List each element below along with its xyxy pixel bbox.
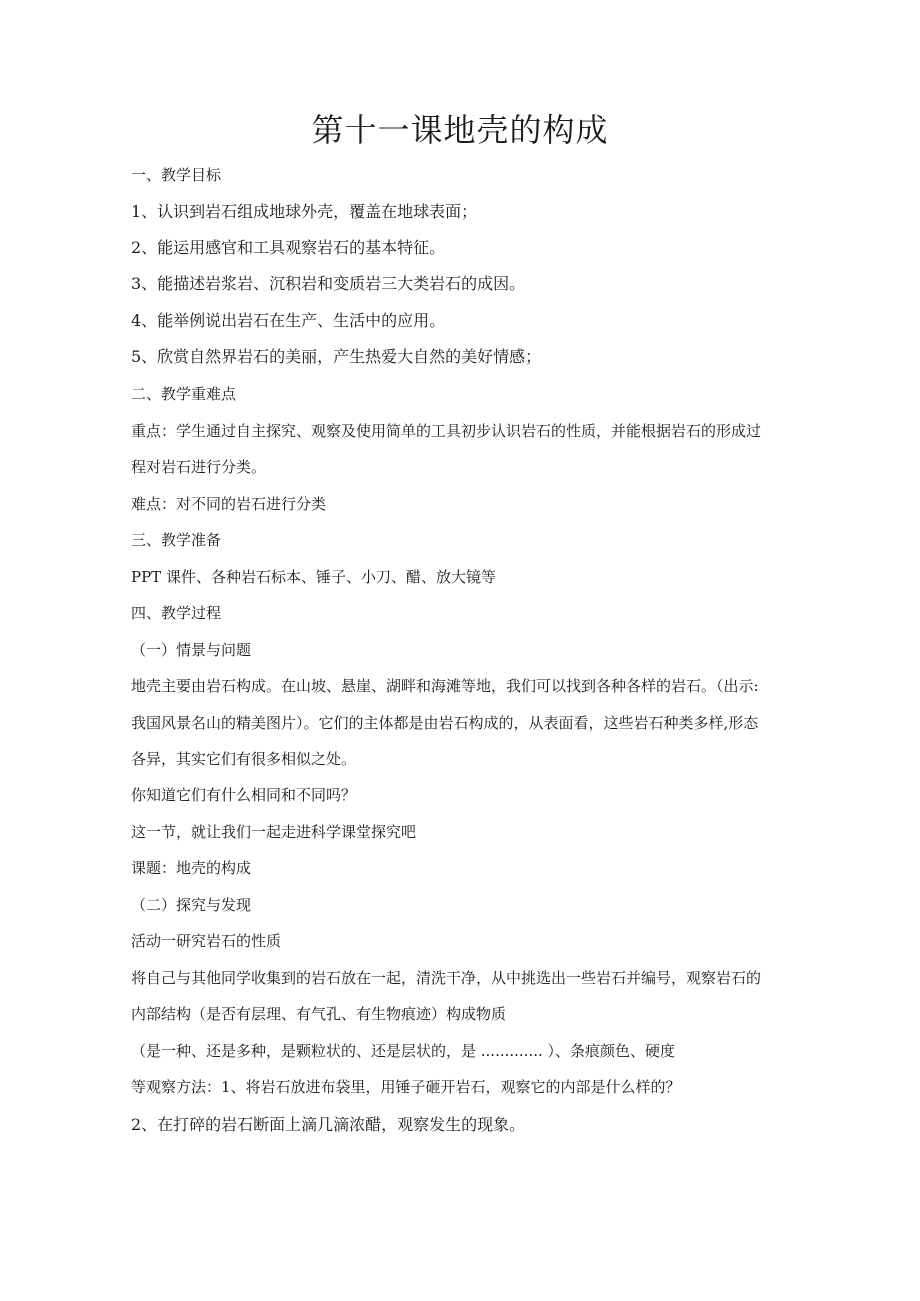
section-heading-process: 四、教学过程 xyxy=(131,604,222,622)
section-heading-key-points: 二、教学重难点 xyxy=(131,385,237,403)
intro-line: 这一节，就让我们一起走进科学课堂探究吧 xyxy=(131,823,417,841)
objective-1: 1、认识到岩石组成地球外壳，覆盖在地球表面； xyxy=(131,202,478,221)
activity-line-3: （是一种、还是多种，是颗粒状的、还是层状的，是 ............. ）、条痕颜色、硬度 xyxy=(131,1042,676,1060)
paragraph-line-2: 我国风景名山的精美图片）。它们的主体都是由岩石构成的，从表面看，这些岩石种类多样,形态 xyxy=(131,714,759,732)
activity-line-1: 将自己与其他同学收集到的岩石放在一起，清洗干净，从中挑选出一些岩石并编号，观察岩石的 xyxy=(131,969,762,987)
objective-4: 4、能举例说出岩石在生产、生活中的应用。 xyxy=(131,311,446,330)
objective-5: 5、欣赏自然界岩石的美丽，产生热爱大自然的美好情感； xyxy=(131,347,542,366)
subheading-explore: （二）探究与发现 xyxy=(131,896,252,914)
preparation-line: PPT 课件、各种岩石标本、锤子、小刀、醋、放大镜等 xyxy=(131,568,496,586)
document-title: 第十一课地壳的构成 xyxy=(311,111,609,149)
paragraph-line-1: 地壳主要由岩石构成。在山坡、悬崖、湖畔和海滩等地，我们可以找到各种各样的岩石。（出示: xyxy=(131,677,759,695)
objective-3: 3、能描述岩浆岩、沉积岩和变质岩三大类岩石的成因。 xyxy=(131,274,526,293)
topic-line: 课题：地壳的构成 xyxy=(131,859,252,877)
objective-2: 2、能运用感官和工具观察岩石的基本特征。 xyxy=(131,238,446,257)
method-line-2: 2、在打碎的岩石断面上滴几滴浓醋，观察发生的现象。 xyxy=(131,1115,526,1134)
method-line-1: 等观察方法：1、将岩石放进布袋里，用锤子砸开岩石，观察它的内部是什么样的？ xyxy=(131,1078,681,1096)
question-line: 你知道它们有什么相同和不同吗？ xyxy=(131,786,357,804)
difficulty-line: 难点：对不同的岩石进行分类 xyxy=(131,495,327,513)
key-point-line-1: 重点：学生通过自主探究、观察及使用简单的工具初步认识岩石的性质，并能根据岩石的形成过 xyxy=(131,422,762,440)
section-heading-objectives: 一、教学目标 xyxy=(131,166,222,184)
subheading-situation: （一）情景与问题 xyxy=(131,641,252,659)
section-heading-preparation: 三、教学准备 xyxy=(131,531,222,549)
paragraph-line-3: 各异，其实它们有很多相似之处。 xyxy=(131,750,357,768)
key-point-line-2: 程对岩石进行分类。 xyxy=(131,458,267,476)
activity-heading: 活动一研究岩石的性质 xyxy=(131,932,282,950)
activity-line-2: 内部结构（是否有层理、有气孔、有生物痕迹）构成物质 xyxy=(131,1005,507,1023)
